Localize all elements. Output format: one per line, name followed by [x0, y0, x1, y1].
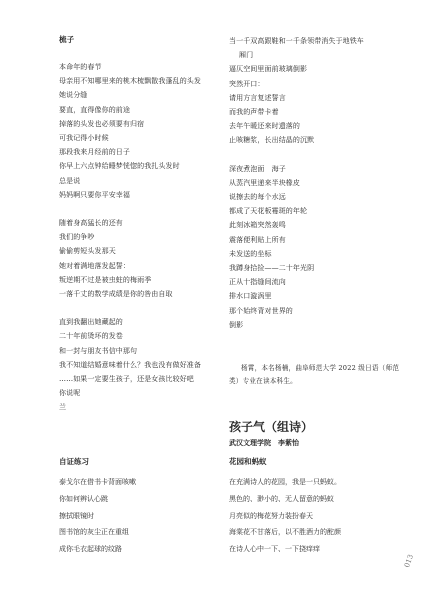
poem-line: 黑色的、渺小的、无人留意的蚂蚁	[229, 494, 334, 503]
poem-line: 那个始终背对世界的	[229, 306, 293, 315]
poem-line: 掉落的头发也必须要有归宿	[59, 119, 145, 128]
poem-line: 总是说	[59, 176, 81, 185]
poem-zizheng	[59, 456, 229, 558]
poem-line: 和一封与朋友书信中那句	[59, 346, 138, 355]
stanza-gap	[59, 46, 229, 60]
poem-line: 深夜煮泡面 海子	[229, 164, 286, 173]
poem-line: 她对着满地落发起誓：	[59, 261, 130, 270]
poem-line: 此刻冰箱突然轰鸣	[229, 221, 286, 230]
poem-line: 我不知道结婚意味着什么？我也没有做好准备	[59, 360, 201, 369]
poem-line: 而我的声带卡着	[229, 108, 279, 117]
left-column	[59, 34, 229, 415]
poem-line: 正从十指缝间流向	[229, 278, 286, 287]
stanza	[59, 216, 229, 301]
poem-line: 母亲用不知哪里来的桃木梳飘散我蓬乱的头发	[59, 77, 201, 86]
poem-line: 泰戈尔在借书卡背面咳嗽	[59, 478, 136, 486]
stanza-gap	[229, 148, 401, 162]
poem-line: 擦拭眼镜时	[59, 511, 94, 520]
poem-line: 本命年的春节	[59, 63, 102, 71]
poem-line: 叛逆期不过是被虫蛀的梅雨季	[59, 275, 152, 284]
poem-line: 震落便利贴上所有	[229, 235, 286, 244]
poem-line: 兰	[59, 403, 67, 412]
poem-garden-ant	[229, 456, 401, 558]
right-column	[229, 34, 401, 332]
poem-line: 突然开口：	[229, 79, 265, 88]
poem-line: 她说分缝	[59, 91, 88, 100]
stanza	[59, 315, 229, 414]
poem-line: 海棠花不甘落后，以不胜酒力的酡颜	[229, 528, 341, 537]
poem-line: 二十年前烫坏的发卷	[59, 332, 123, 341]
poem-line: 请用方言复述誓言	[229, 93, 286, 102]
poem-title: 梳子	[59, 35, 75, 44]
poem-line: 都成了天花板霉斑的年轮	[229, 207, 308, 216]
poem-line: 可我记得小时候	[59, 134, 109, 143]
poem-line: 月亮似的梅花努力装扮春天	[229, 511, 313, 520]
stanza	[229, 34, 401, 148]
poem-line: 那段我来月经前的日子	[59, 148, 130, 157]
poem-line: 排水口漩涡里	[229, 292, 272, 301]
author-bio: 杨霄，本名杨楠，曲阜师范大学 2022 级日语（师范类）专业在读本科生。	[229, 364, 400, 385]
poem-line: 要直，直得像你的前途	[59, 105, 130, 114]
poem-line: 随着身高猛长的还有	[59, 219, 123, 228]
poem-line: 偷偷剪短头发那天	[59, 247, 116, 256]
poem-line: 当一千双高跟鞋和一千条领带消失于地铁车	[229, 37, 364, 45]
stanza	[59, 60, 229, 202]
poem-line: 在充满诗人的花园，我是一只蚂蚁。	[229, 478, 341, 486]
poem-line: 你如何辨认心跳	[59, 494, 108, 503]
poem-line: 你早上六点钟给睡梦恍惚的我扎头发时	[59, 162, 180, 171]
author-line: 武汉文理学院 李紫怡	[229, 439, 299, 447]
stanza	[229, 162, 401, 332]
poem-line: 妈妈啊只要你平安幸福	[59, 190, 130, 199]
poem-line: 在诗人心中一下、一下挠痒痒	[229, 545, 320, 554]
poem-line: 一落千丈的数学成绩是你的咎由自取	[59, 290, 173, 299]
poem-line: ……如果一定要生孩子，还是女孩比较好吧	[59, 375, 194, 384]
poem-line: 倒影	[229, 320, 244, 329]
poem-line: 你说呢	[59, 389, 81, 398]
poem-line: 图书馆的灰尘正在重组	[59, 528, 129, 537]
section-title: 孩子气（组诗）	[229, 420, 314, 434]
stanza-gap	[59, 202, 229, 216]
poem-line: 厢门	[239, 51, 254, 60]
poem-line: 我们的争吵	[59, 233, 95, 242]
poem-title: 花园和蚂蚁	[229, 457, 267, 466]
poem-line: 逼仄空间里面前玻璃倒影	[229, 65, 308, 74]
poem-line: 从蒸汽里递来半块橡皮	[229, 178, 300, 187]
stanza-gap	[59, 301, 229, 315]
poem-line: 说擦去的每个水远	[229, 193, 286, 202]
poem-line: 成你毛衣起球的纹路	[59, 545, 122, 554]
poem-line: 止咳糖浆，长出结晶的沉默	[229, 136, 315, 145]
poem-line: 未发送的坐标	[229, 249, 272, 258]
poem-line: 我蹲身拾捡——二十年光阴	[229, 264, 315, 273]
poem-title: 自证练习	[59, 457, 89, 466]
poem-line: 直到我翻出她藏起的	[59, 318, 123, 327]
poem-line: 去年午暖还来时遗落的	[229, 122, 300, 131]
page-number: 013	[403, 553, 416, 569]
